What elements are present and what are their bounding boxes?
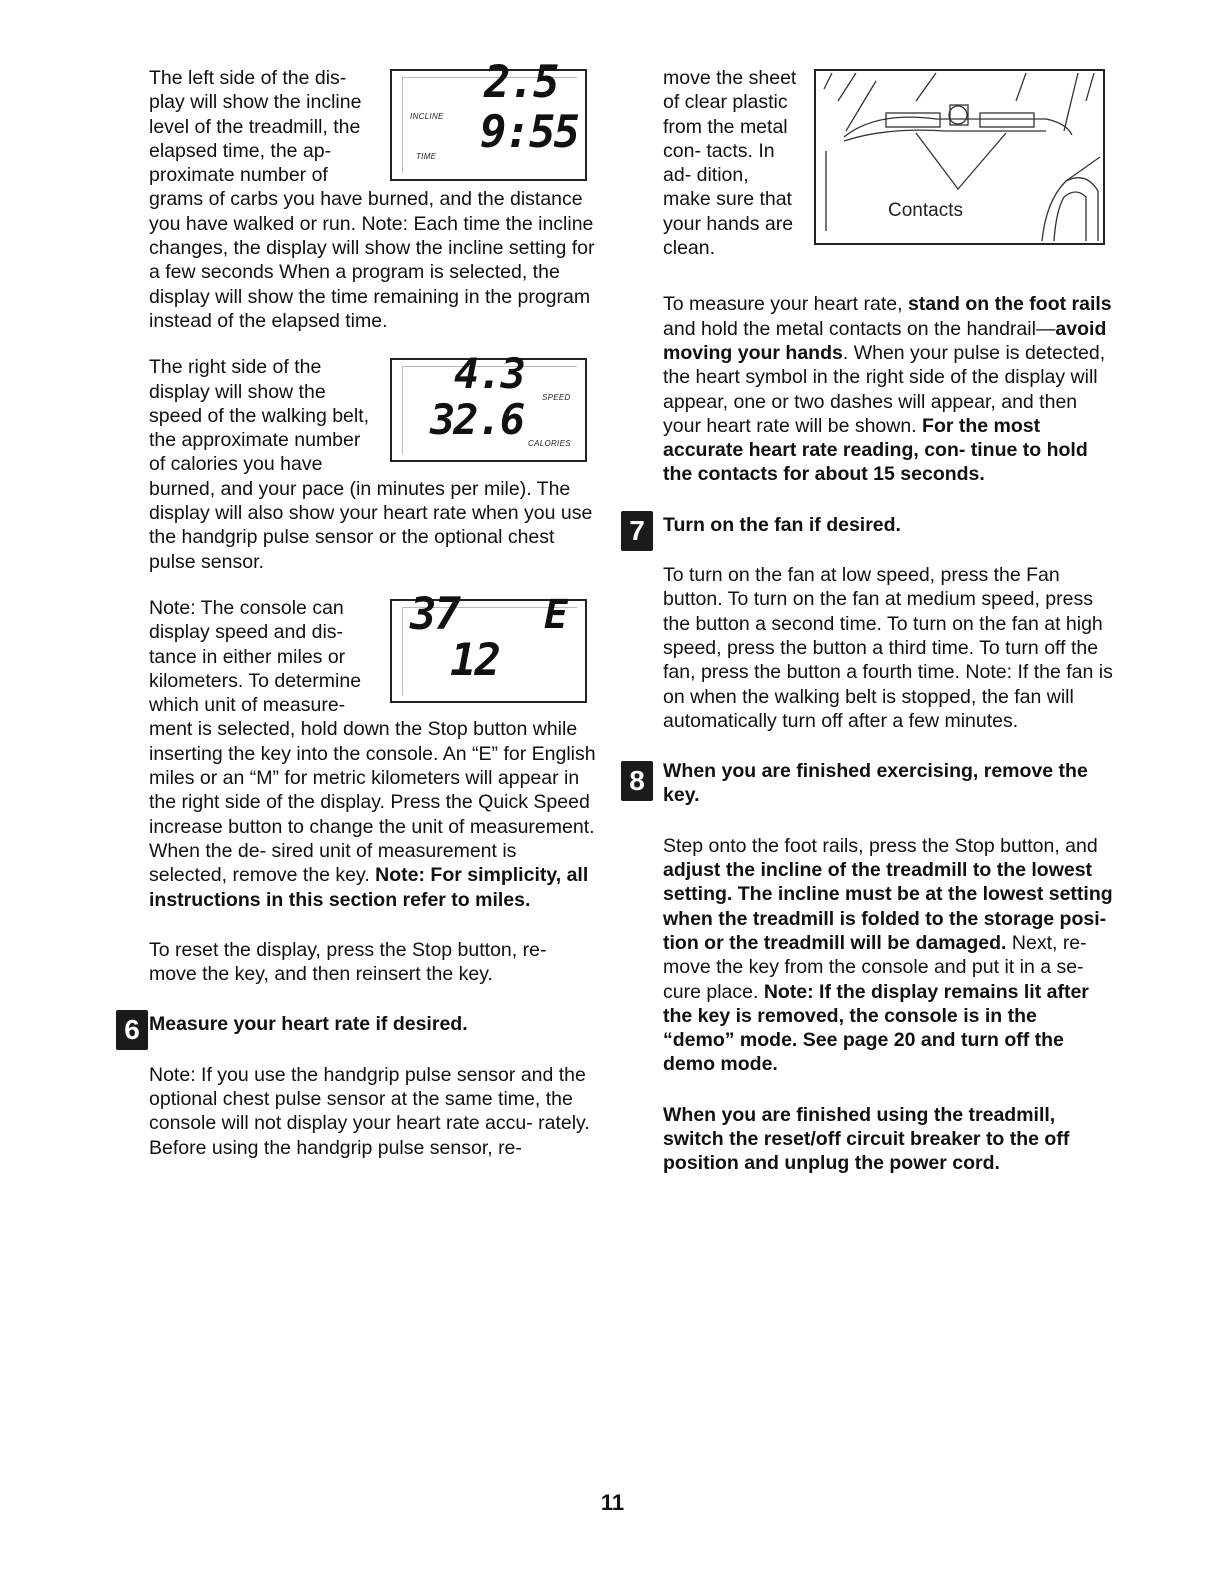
finish-using-bold: When you are finished using the treadmill, switch the reset/off circuit breaker to the off position and unplug the power cord. <box>663 1103 1070 1175</box>
paragraph-reset-display: To reset the display, press the Stop button, re- move the key, and then reinsert the key. <box>149 938 547 986</box>
step-7-title: Turn on the fan if desired. <box>663 513 901 536</box>
speed-value: 4.3 <box>454 349 524 399</box>
incline-value: 2.5 <box>484 57 558 108</box>
step-8-number: 8 <box>621 761 653 801</box>
calories-value: 32.6 <box>430 395 524 445</box>
paragraph-step-6-note: Note: If you use the handgrip pulse sensor and the optional chest pulse sensor at the same time, the console will not display your heart rate accu- rately. Before using the handgrip pulse sensor, re- <box>149 1063 590 1159</box>
hr-bold-3: For the most accurate heart rate reading, con- tinue to hold the contacts for about 15 seconds. <box>663 414 1088 486</box>
paragraph-fan-instructions: To turn on the fan at low speed, press the Fan button. To turn on the fan at medium speed, press the button a second time. To turn on the fan at high speed, press the button a third time. To turn off the fan, press the button a fourth time. Note: If the fan is on when the walking belt is stopped, the fan will automatically turn off after a few minutes. <box>663 564 1113 732</box>
units-note-bold: Note: For simplicity, all instructions in this section refer to miles. <box>149 864 589 911</box>
incline-time-display-figure <box>390 57 587 181</box>
hr-text-2: and hold the metal contacts on the handrail— <box>663 317 1056 340</box>
hr-text-1: To measure your heart rate, <box>663 293 908 316</box>
paragraph-measure-heart-rate <box>663 292 1113 486</box>
step-8-title: When you are finished exercising, remove the key. <box>663 760 1088 807</box>
paragraph-display-left-side: The left side of the dis- play will show the incline level of the treadmill, the elapsed time, the ap- proximate number of grams of carbs you have burned, and the distance you have walked or run. Note: Each time the incline changes, the display will show the incline setting for a few seconds When a program is selected, the display will show the time remaining in the program instead of the elapsed time. <box>149 67 595 332</box>
units-top-value: 37 <box>410 588 459 640</box>
left-column <box>124 57 599 1160</box>
hr-bold-2: avoid moving your hands <box>663 317 1107 364</box>
calories-label: CALORIES <box>528 439 571 449</box>
paragraph-finished-exercising <box>663 834 1113 1077</box>
step-6-title: Measure your heart rate if desired. <box>149 1013 468 1036</box>
paragraph-display-right-side: The right side of the display will show the speed of the walking belt, the approximate number of calories you have burned, and your pace (in minutes per mile). The display will also show your heart rate when you use the handgrip pulse sensor or the optional chest pulse sensor. <box>149 356 593 573</box>
incline-label: INCLINE <box>410 112 444 121</box>
hr-text-3: . When your pulse is detected, the heart symbol in the right side of the display will appear, one or two dashes will appear, and then your heart rate will be shown. <box>663 341 1106 437</box>
units-display-figure <box>390 588 587 703</box>
step-7-number: 7 <box>621 511 653 551</box>
page-number: 11 <box>600 1490 625 1515</box>
contacts-label: Contacts <box>888 200 963 221</box>
finish-text-2: Next, re- move the key from the console and put it in a se- cure place. <box>663 931 1087 1003</box>
step-6-heading <box>124 1012 599 1046</box>
step-6-number: 6 <box>116 1010 148 1050</box>
speed-calories-display-figure <box>390 349 587 462</box>
right-column <box>629 66 1113 1176</box>
time-value: 9:55 <box>480 107 578 158</box>
units-note-text: Note: The console can display speed and dis- tance in either miles or kilometers. To determine which unit of measure- ment is selected, hold down the Stop button while inserting the key into the console. An “E” for English miles or an “M” for metric kilometers will appear in the right side of the display. Press the Quick Speed increase button to change the unit of measurement. When the de- sired unit of measurement is selected, remove the key. <box>149 596 596 887</box>
contacts-figure <box>814 69 1105 245</box>
step-7-heading <box>629 513 1113 546</box>
finish-text-1: Step onto the foot rails, press the Stop button, and <box>663 834 1098 857</box>
paragraph-finished-using <box>663 1103 1113 1176</box>
step-8-heading <box>629 759 1113 808</box>
finish-bold-2: Note: If the display remains lit after the key is removed, the console is in the “demo” mode. See page 20 and turn off the demo mode. <box>663 980 1089 1076</box>
time-label: TIME <box>416 152 437 161</box>
units-letter: E <box>544 591 567 638</box>
hr-bold-1: stand on the foot rails <box>907 293 1112 316</box>
units-bottom-value: 12 <box>450 634 499 686</box>
speed-label: SPEED <box>542 393 571 403</box>
finish-bold-1: adjust the incline of the treadmill to the lowest setting. The incline must be at the lowest setting when the treadmill is folded to the storage posi- tion or the treadmill will be damaged. <box>663 859 1113 954</box>
paragraph-remove-plastic: move the sheet of clear plastic from the metal con- tacts. In ad- dition, make sure that your hands are clean. <box>663 67 797 260</box>
